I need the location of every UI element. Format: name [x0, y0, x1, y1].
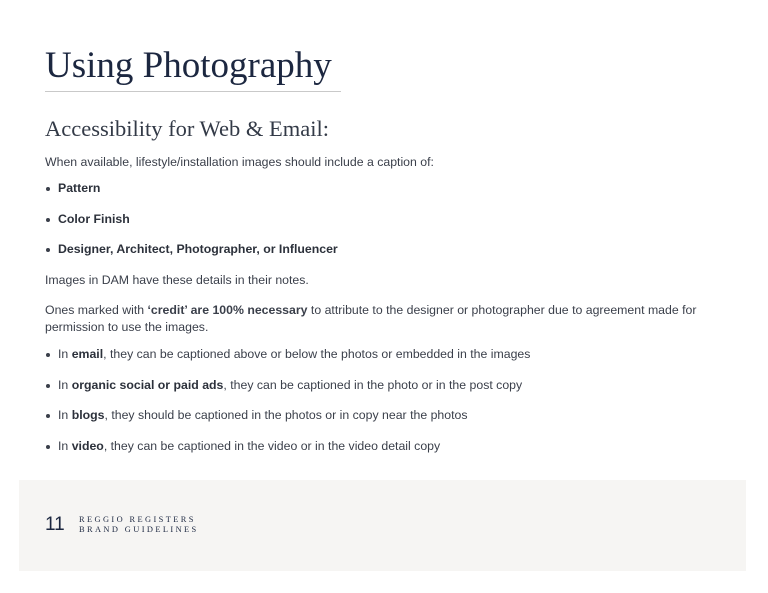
- dam-note: Images in DAM have these details in their notes.: [45, 273, 309, 287]
- item-text: , they should be captioned in the photos or in copy near the photos: [104, 408, 468, 423]
- list-item: Color Finish: [45, 211, 338, 242]
- page-title: Using Photography: [45, 45, 332, 86]
- intro-text: When available, lifestyle/installation images should include a caption of:: [45, 155, 434, 169]
- item-prefix: In: [58, 347, 72, 361]
- item-text: , they can be captioned in the photo or in the post copy: [223, 377, 523, 392]
- list-item: Designer, Architect, Photographer, or Influencer: [45, 241, 338, 272]
- caption-list: [45, 180, 338, 272]
- item-text: , they can be captioned above or below the photos or embedded in the images: [103, 347, 531, 361]
- brand-mark: [79, 515, 199, 535]
- list-item: [45, 407, 530, 438]
- item-channel: blogs: [71, 408, 105, 423]
- credit-note-after: to attribute to the designer or photographer due to agreement made for permission to use the images.: [45, 303, 697, 334]
- list-item: Pattern: [45, 180, 338, 211]
- list-item: [45, 346, 530, 377]
- credit-note-before: Ones marked with: [45, 303, 148, 317]
- title-underline: [45, 91, 341, 92]
- item-text: , they can be captioned in the video or in the video detail copy: [103, 439, 441, 454]
- item-prefix: In: [58, 408, 72, 423]
- item-prefix: In: [58, 377, 72, 392]
- page-number: 11: [45, 514, 65, 535]
- brand-subtitle: BRAND GUIDELINES: [79, 525, 199, 534]
- item-channel: video: [71, 439, 104, 454]
- item-channel: email: [71, 347, 104, 361]
- channel-list: [45, 346, 530, 469]
- credit-note-bold: ‘credit’ are 100% necessary: [147, 303, 308, 317]
- credit-note: [45, 302, 705, 336]
- item-channel: organic social or paid ads: [71, 377, 224, 392]
- list-item: [45, 377, 530, 408]
- item-prefix: In: [58, 439, 72, 454]
- page-footer: [19, 480, 746, 571]
- brand-name: REGGIO REGISTERS: [79, 515, 196, 524]
- section-heading: Accessibility for Web & Email:: [45, 116, 329, 141]
- list-item: [45, 438, 530, 469]
